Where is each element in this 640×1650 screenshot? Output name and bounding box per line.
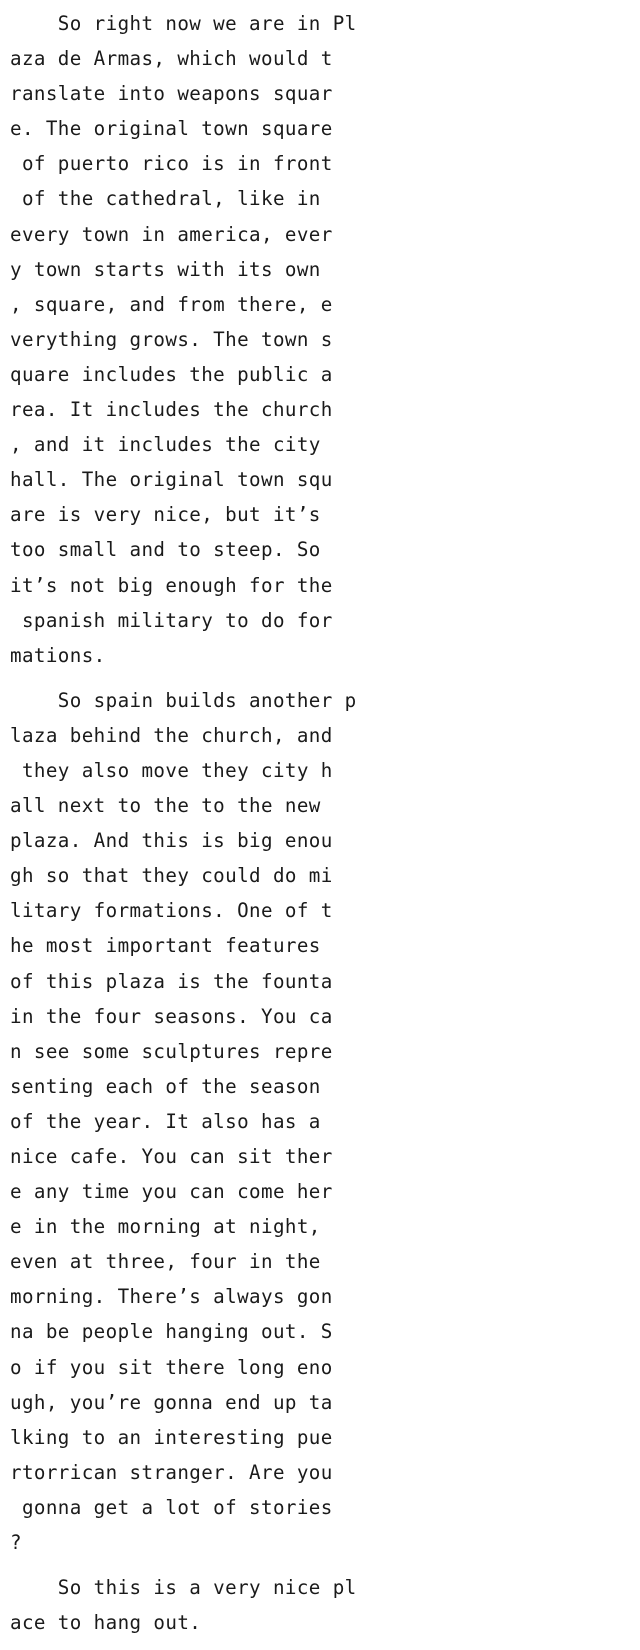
text-line: litary formations. One of t [10,899,333,923]
text-line: na be people hanging out. S [10,1320,333,1344]
text-line: in the four seasons. You ca [10,1004,333,1028]
text-line: e in the morning at night, [10,1215,321,1239]
text-line: , and it includes the city [10,433,321,457]
text-line: of puerto rico is in front [10,152,333,176]
text-line: mations. [10,643,106,667]
text-line: quare includes the public a [10,362,333,386]
text-line: senting each of the season [10,1074,321,1098]
paragraph-2 [10,683,630,1560]
text-line: o if you sit there long eno [10,1355,333,1379]
text-line: verything grows. The town s [10,327,333,351]
text-line: are is very nice, but it’s [10,503,321,527]
text-line: ranslate into weapons squar [10,82,333,106]
text-line: it’s not big enough for the [10,573,333,597]
text-line: rtorrican stranger. Are you [10,1460,333,1484]
document-body [10,6,630,1650]
text-line: plaza. And this is big enou [10,829,333,853]
text-line: n see some sculptures repre [10,1039,333,1063]
text-line: , square, and from there, e [10,292,333,316]
text-line: of the cathedral, like in [10,187,321,211]
text-line: he most important features [10,934,321,958]
text-line: too small and to steep. So [10,538,321,562]
text-line: rea. It includes the church [10,398,333,422]
text-line: aza de Armas, which would t [10,47,333,71]
paragraph-3 [10,1570,630,1640]
text-line: ugh, you’re gonna end up ta [10,1390,333,1414]
text-line: of this plaza is the founta [10,969,333,993]
text-line: spanish military to do for [10,608,333,632]
paragraph-1 [10,6,630,673]
text-line: ace to hang out. [10,1611,202,1635]
text-line: gonna get a lot of stories [10,1495,333,1519]
text-line: every town in america, ever [10,222,333,246]
text-line: e any time you can come her [10,1180,333,1204]
text-line: y town starts with its own [10,257,321,281]
text-line: lking to an interesting pue [10,1425,333,1449]
text-line: even at three, four in the [10,1250,321,1274]
text-line: So right now we are in Pl [10,12,357,35]
text-line: nice cafe. You can sit ther [10,1145,333,1168]
text-line: morning. There’s always gon [10,1285,333,1309]
text-line: e. The original town square [10,117,333,141]
text-line: So spain builds another p [10,688,357,712]
text-line: they also move they city h [10,758,333,782]
text-line: So this is a very nice pl [10,1576,357,1600]
text-line: laza behind the church, and [10,723,333,747]
text-line: all next to the to the new [10,794,321,818]
text-line: ? [10,1531,22,1555]
text-line: gh so that they could do mi [10,864,333,888]
text-line: hall. The original town squ [10,468,333,492]
text-line: of the year. It also has a [10,1109,321,1133]
